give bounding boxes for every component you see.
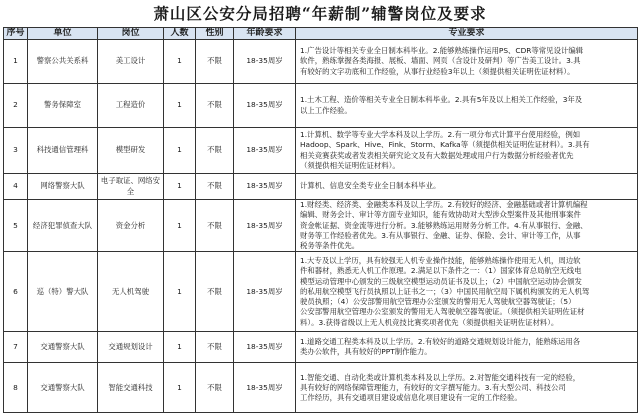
cell-requirements [296, 332, 638, 363]
table-row [4, 174, 638, 200]
cell-post: 模型研发 [98, 128, 164, 174]
header-gender: 性别 [196, 28, 234, 40]
table-row [4, 252, 638, 332]
table-row [4, 128, 638, 174]
cell-no: 2 [4, 84, 28, 128]
table-row [4, 363, 638, 413]
cell-unit: 警察公共关系科 [28, 40, 98, 84]
requirement-line: 计算机、信息安全类专业全日制本科毕业。 [300, 181, 441, 191]
cell-age: 18-35周岁 [234, 363, 296, 413]
cell-gender: 不限 [196, 332, 234, 363]
cell-age: 18-35周岁 [234, 252, 296, 332]
requirement-line: 的私用航空模型飞行员执照以上证书之一；（3）中国民用航空局下属机构颁发的无人机驾 [300, 286, 590, 296]
requirement-line: （须提供相关证明佐证材料）。 [300, 160, 400, 170]
cell-count: 1 [164, 200, 196, 252]
table-row [4, 332, 638, 363]
requirement-line: 财务等工作经验者优先。3.有从事银行、金融、证券、保险、会计、审计等工作，从事 [300, 230, 581, 240]
requirement-line: 1.道路交通工程类本科及以上学历。2.有较好的道路交通规划设计能力，能熟练运用各 [300, 337, 581, 347]
header-age: 年龄要求 [234, 28, 296, 40]
cell-post: 电子取证、网络安全 [98, 174, 164, 200]
cell-unit: 网络警察大队 [28, 174, 98, 200]
cell-gender: 不限 [196, 200, 234, 252]
requirement-line: 具有较好的网络保障管理能力，有较好的文字撰写能力。3.有大型公司、科技公司 [300, 382, 566, 392]
requirement-line: 以上工作经验。 [300, 105, 352, 115]
requirement-line: 1.土木工程、造价等相关专业全日制本科毕业。2.具有5年及以上相关工作经验，3年及 [300, 95, 583, 105]
cell-no: 5 [4, 200, 28, 252]
requirement-line: 税务等条件优先。 [300, 241, 360, 251]
cell-count: 1 [164, 40, 196, 84]
cell-requirements [296, 84, 638, 128]
cell-unit: 科技通信管理科 [28, 128, 98, 174]
cell-gender: 不限 [196, 363, 234, 413]
cell-unit: 经济犯罪侦查大队 [28, 200, 98, 252]
cell-no: 6 [4, 252, 28, 332]
cell-no: 8 [4, 363, 28, 413]
requirement-line: 1.计算机、数学等专业大学本科及以上学历。2.有一项分布式计算平台使用经验，例如 [300, 129, 581, 139]
requirement-line: 件和器材，熟悉无人机工作原理。2.满足以下条件之一：（1）国家体育总局航空无线电 [300, 266, 582, 276]
cell-no: 7 [4, 332, 28, 363]
cell-unit: 警务保障室 [28, 84, 98, 128]
header-post: 岗位 [98, 28, 164, 40]
requirement-line: 类办公软件，具有较好的PPT制作能力。 [300, 347, 432, 357]
cell-requirements [296, 363, 638, 413]
cell-unit: 交通警察大队 [28, 332, 98, 363]
cell-unit: 交通警察大队 [28, 363, 98, 413]
cell-post: 交通规划设计 [98, 332, 164, 363]
cell-no: 3 [4, 128, 28, 174]
requirement-line: 1.广告设计等相关专业全日制本科毕业。2.能够熟练操作运用PS、CDR等常见设计编辑 [300, 46, 584, 56]
cell-post: 无人机驾驶 [98, 252, 164, 332]
requirement-line: 编辑、财务会计、审计等方面专业知识，能有效协助对大型涉众型案件及其他刑事案件 [300, 210, 581, 220]
cell-age: 18-35周岁 [234, 332, 296, 363]
requirement-line: 有较好的文字功底和工作经验，从事行业经验3年以上（须提供相关证明佐证材料）。 [300, 66, 575, 76]
cell-requirements [296, 40, 638, 84]
table-row [4, 84, 638, 128]
cell-age: 18-35周岁 [234, 40, 296, 84]
requirement-line: 1.大专及以上学历，具有较强无人机专业操作技能，能够熟练操作使用无人机，周边软 [300, 255, 581, 265]
cell-gender: 不限 [196, 128, 234, 174]
requirement-line: Hadoop、Spark、Hive、Fink、Storm、Kafka等（须提供相关证明佐证材料）。3.具有 [300, 140, 590, 150]
table-row [4, 200, 638, 252]
cell-gender: 不限 [196, 252, 234, 332]
cell-post: 工程造价 [98, 84, 164, 128]
requirement-line: 资金帐证据、资金流等进行分析。3.能够熟练运用财务分析工作。4.有从事银行、金融、 [300, 220, 588, 230]
header-unit: 单位 [28, 28, 98, 40]
cell-no: 4 [4, 174, 28, 200]
cell-gender: 不限 [196, 174, 234, 200]
requirement-line: 相关竞赛获奖或者发表相关研究论文及有大数据处理或用户行为数据分析经验者优先 [300, 150, 574, 160]
cell-gender: 不限 [196, 84, 234, 128]
cell-post: 资金分析 [98, 200, 164, 252]
requirement-line: 工作经历，具有交通项目建设或信息化项目建设有一定的工作经验。 [300, 393, 522, 403]
requirement-line: 软件，熟练掌握各类海报、展板、墙面、网页（含设计及研判）等广告美工设计。3.具 [300, 56, 581, 66]
page-title: 萧山区公安分局招聘“年薪制”辅警岗位及要求 [153, 4, 487, 23]
header-requirements: 专业要求 [296, 28, 638, 40]
cell-gender: 不限 [196, 40, 234, 84]
requirement-line: 1.财经类、经济类、金融类本科及以上学历。2.有较好的经济、金融基础或者计算机编程 [300, 200, 588, 209]
table-row [4, 40, 638, 84]
header-no: 序号 [4, 28, 28, 40]
header-count: 人数 [164, 28, 196, 40]
requirement-line: 料）。3.获得省级以上无人机竞技比赛奖项者优先（须提供相关证明佐证材料）。 [300, 317, 559, 327]
cell-count: 1 [164, 332, 196, 363]
cell-age: 18-35周岁 [234, 84, 296, 128]
cell-age: 18-35周岁 [234, 128, 296, 174]
cell-post: 智能交通科技 [98, 363, 164, 413]
cell-count: 1 [164, 128, 196, 174]
cell-requirements [296, 200, 638, 252]
cell-count: 1 [164, 363, 196, 413]
cell-count: 1 [164, 252, 196, 332]
requirement-line: 公安部警用航空管理办公室颁发的警用无人驾驶航空器驾驶证。（须提供相关证明佐证材 [300, 307, 585, 317]
requirement-line: 驶员执照；（4）公安部警用航空管理办公室颁发的警用无人驾驶航空器驾驶证；（5） [300, 297, 576, 307]
cell-count: 1 [164, 84, 196, 128]
requirement-line: 模型运动管理中心颁发的三级航空模型运动员证书及以上；（2）中国航空运动协会颁发 [300, 276, 582, 286]
table-header-row [4, 28, 638, 40]
cell-requirements [296, 128, 638, 174]
requirement-line: 1.智能交通、自动化类或计算机类本科及以上学历。2.对智能交通科技有一定的经验， [300, 372, 581, 382]
cell-age: 18-35周岁 [234, 174, 296, 200]
cell-requirements [296, 174, 638, 200]
recruitment-table [3, 27, 638, 413]
cell-no: 1 [4, 40, 28, 84]
cell-count: 1 [164, 174, 196, 200]
cell-unit: 巡（特）警大队 [28, 252, 98, 332]
cell-age: 18-35周岁 [234, 200, 296, 252]
cell-post: 美工设计 [98, 40, 164, 84]
cell-requirements [296, 252, 638, 332]
